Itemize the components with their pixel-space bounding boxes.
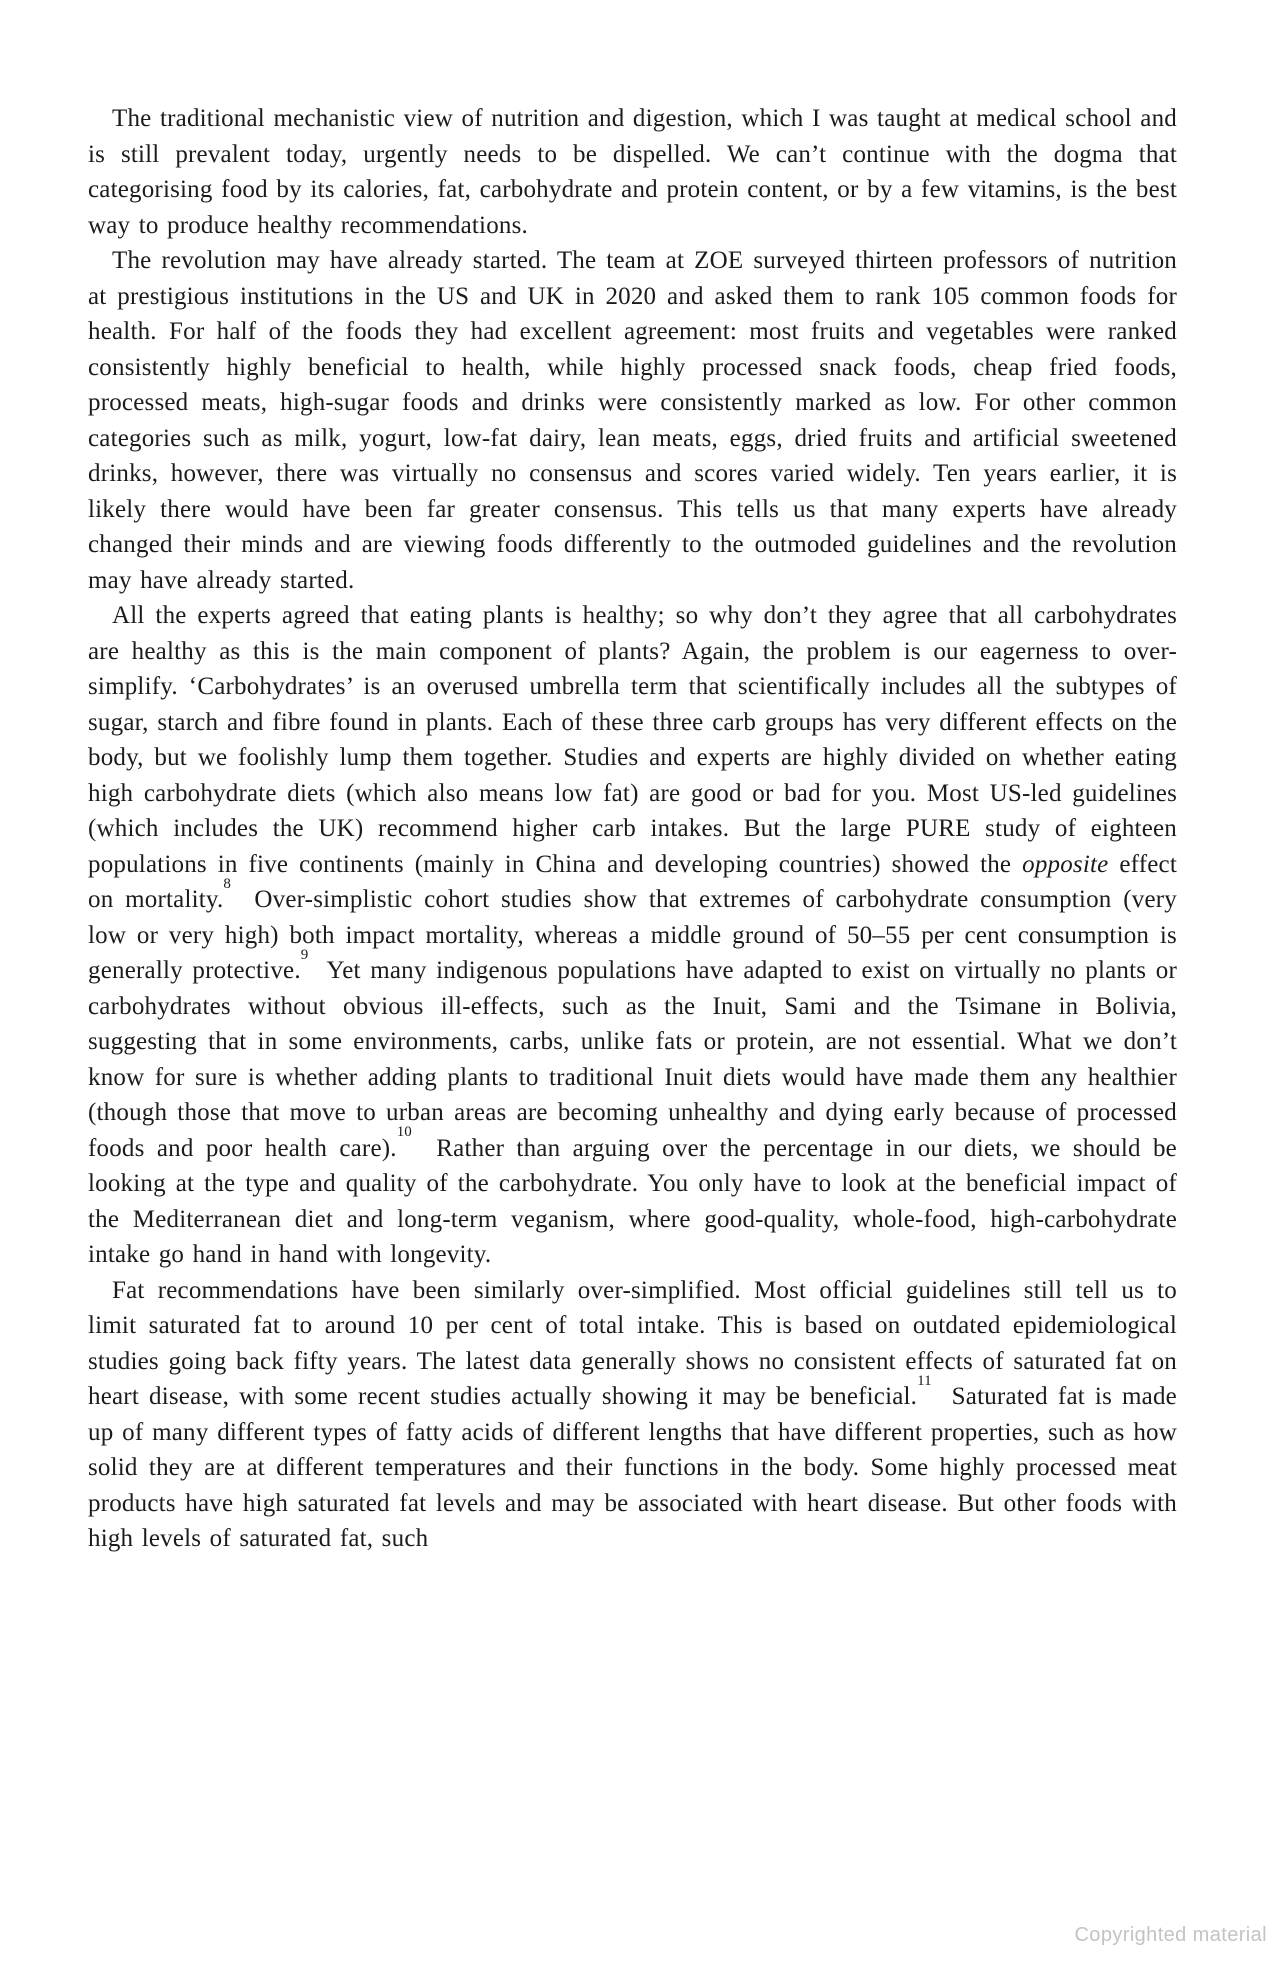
text-segment: The traditional mechanistic view of nutrition and digestion, which I was taught at medical school and is still prevalent today, urgently needs to be dispelled. We can’t continue with the dogma that categorising food by its calories, fat, carbohydrate and protein content, or by a few vitamins, is the best way to produce healthy recommendations. <box>88 105 1177 239</box>
endnote-ref: 10 <box>396 1124 412 1141</box>
text-segment: Over-simplistic cohort studies show that extremes of carbohydrate consumption (very low or very high) both impact mortality, whereas a middle ground of 50–55 per cent consumption is generally protective. <box>88 886 1177 984</box>
text-segment: Rather than arguing over the percentage in our diets, we should be looking at the type and quality of the carbohydrate. You only have to look at the beneficial impact of the Mediterranean diet and long-term veganism, where good-quality, whole-food, high-carbohydrate intake go hand in hand with longevity. <box>88 1134 1177 1268</box>
text-segment: Fat recommendations have been similarly over-simplified. Most official guidelines still tell us to limit saturated fat to around 10 per cent of total intake. This is based on outdated epidemiological studies going back fifty years. The latest data generally shows no consistent effects of saturated fat on heart disease, with some recent studies actually showing it may be beneficial. <box>88 1276 1177 1410</box>
text-segment: effect on mortality. <box>88 850 1177 913</box>
text-segment: Yet many indigenous populations have adapted to exist on virtually no plants or carbohydrates without obvious ill-effects, such as the Inuit, Sami and the Tsimane in Bolivia, suggesting that in some environments, carbs, unlike fats or protein, are not essential. What we don’t know for sure is whether adding plants to traditional Inuit diets would have made them any healthier (though those that move to urban areas are becoming unhealthy and dying early because of processed foods and poor health care). <box>88 957 1177 1162</box>
paragraph <box>88 598 1177 1273</box>
text-segment: All the experts agreed that eating plants is healthy; so why don’t they agree that all carbohydrates are healthy as this is the main component of plants? Again, the problem is our eagerness to over-simplify. ‘Carbohydrates’ is an overused umbrella term that scientifically includes all the subtypes of sugar, starch and fibre found in plants. Each of these three carb groups has very different effects on the body, but we foolishly lump them together. Studies and experts are highly divided on whether eating high carbohydrate diets (which also means low fat) are good or bad for you. Most US-led guidelines (which includes the UK) recommend higher carb intakes. But the large PURE study of eighteen populations in five continents (mainly in China and developing countries) showed the <box>88 602 1177 878</box>
endnote-ref: 8 <box>223 875 231 892</box>
paragraph <box>88 101 1177 243</box>
endnote-ref: 9 <box>300 946 309 963</box>
paragraph <box>88 243 1177 598</box>
page-text <box>88 101 1177 1557</box>
text-segment: The revolution may have already started. The team at ZOE surveyed thirteen professors of nutrition at prestigious institutions in the US and UK in 2020 and asked them to rank 105 common foods for health. For half of the foods they had excellent agreement: most fruits and vegetables were ranked consistently highly beneficial to health, while highly processed snack foods, cheap fried foods, processed meats, high-sugar foods and drinks were consistently marked as low. For other common categories such as milk, yogurt, low-fat dairy, lean meats, eggs, dried fruits and artificial sweetened drinks, however, there was virtually no consensus and scores varied widely. Ten years earlier, it is likely there would have been far greater consensus. This tells us that many experts have already changed their minds and are viewing foods differently to the outmoded guidelines and the revolution may have already started. <box>88 247 1177 594</box>
italic-text: opposite <box>1022 850 1109 878</box>
text-segment: Saturated fat is made up of many different types of fatty acids of different lengths that have different properties, such as how solid they are at different temperatures and their functions in the body. Some highly processed meat products have high saturated fat levels and may be associated with heart disease. But other foods with high levels of saturated fat, such <box>88 1383 1177 1552</box>
copyright-watermark: Copyrighted material <box>1074 1924 1267 1946</box>
endnote-ref: 11 <box>917 1372 932 1389</box>
paragraph <box>88 1273 1177 1557</box>
